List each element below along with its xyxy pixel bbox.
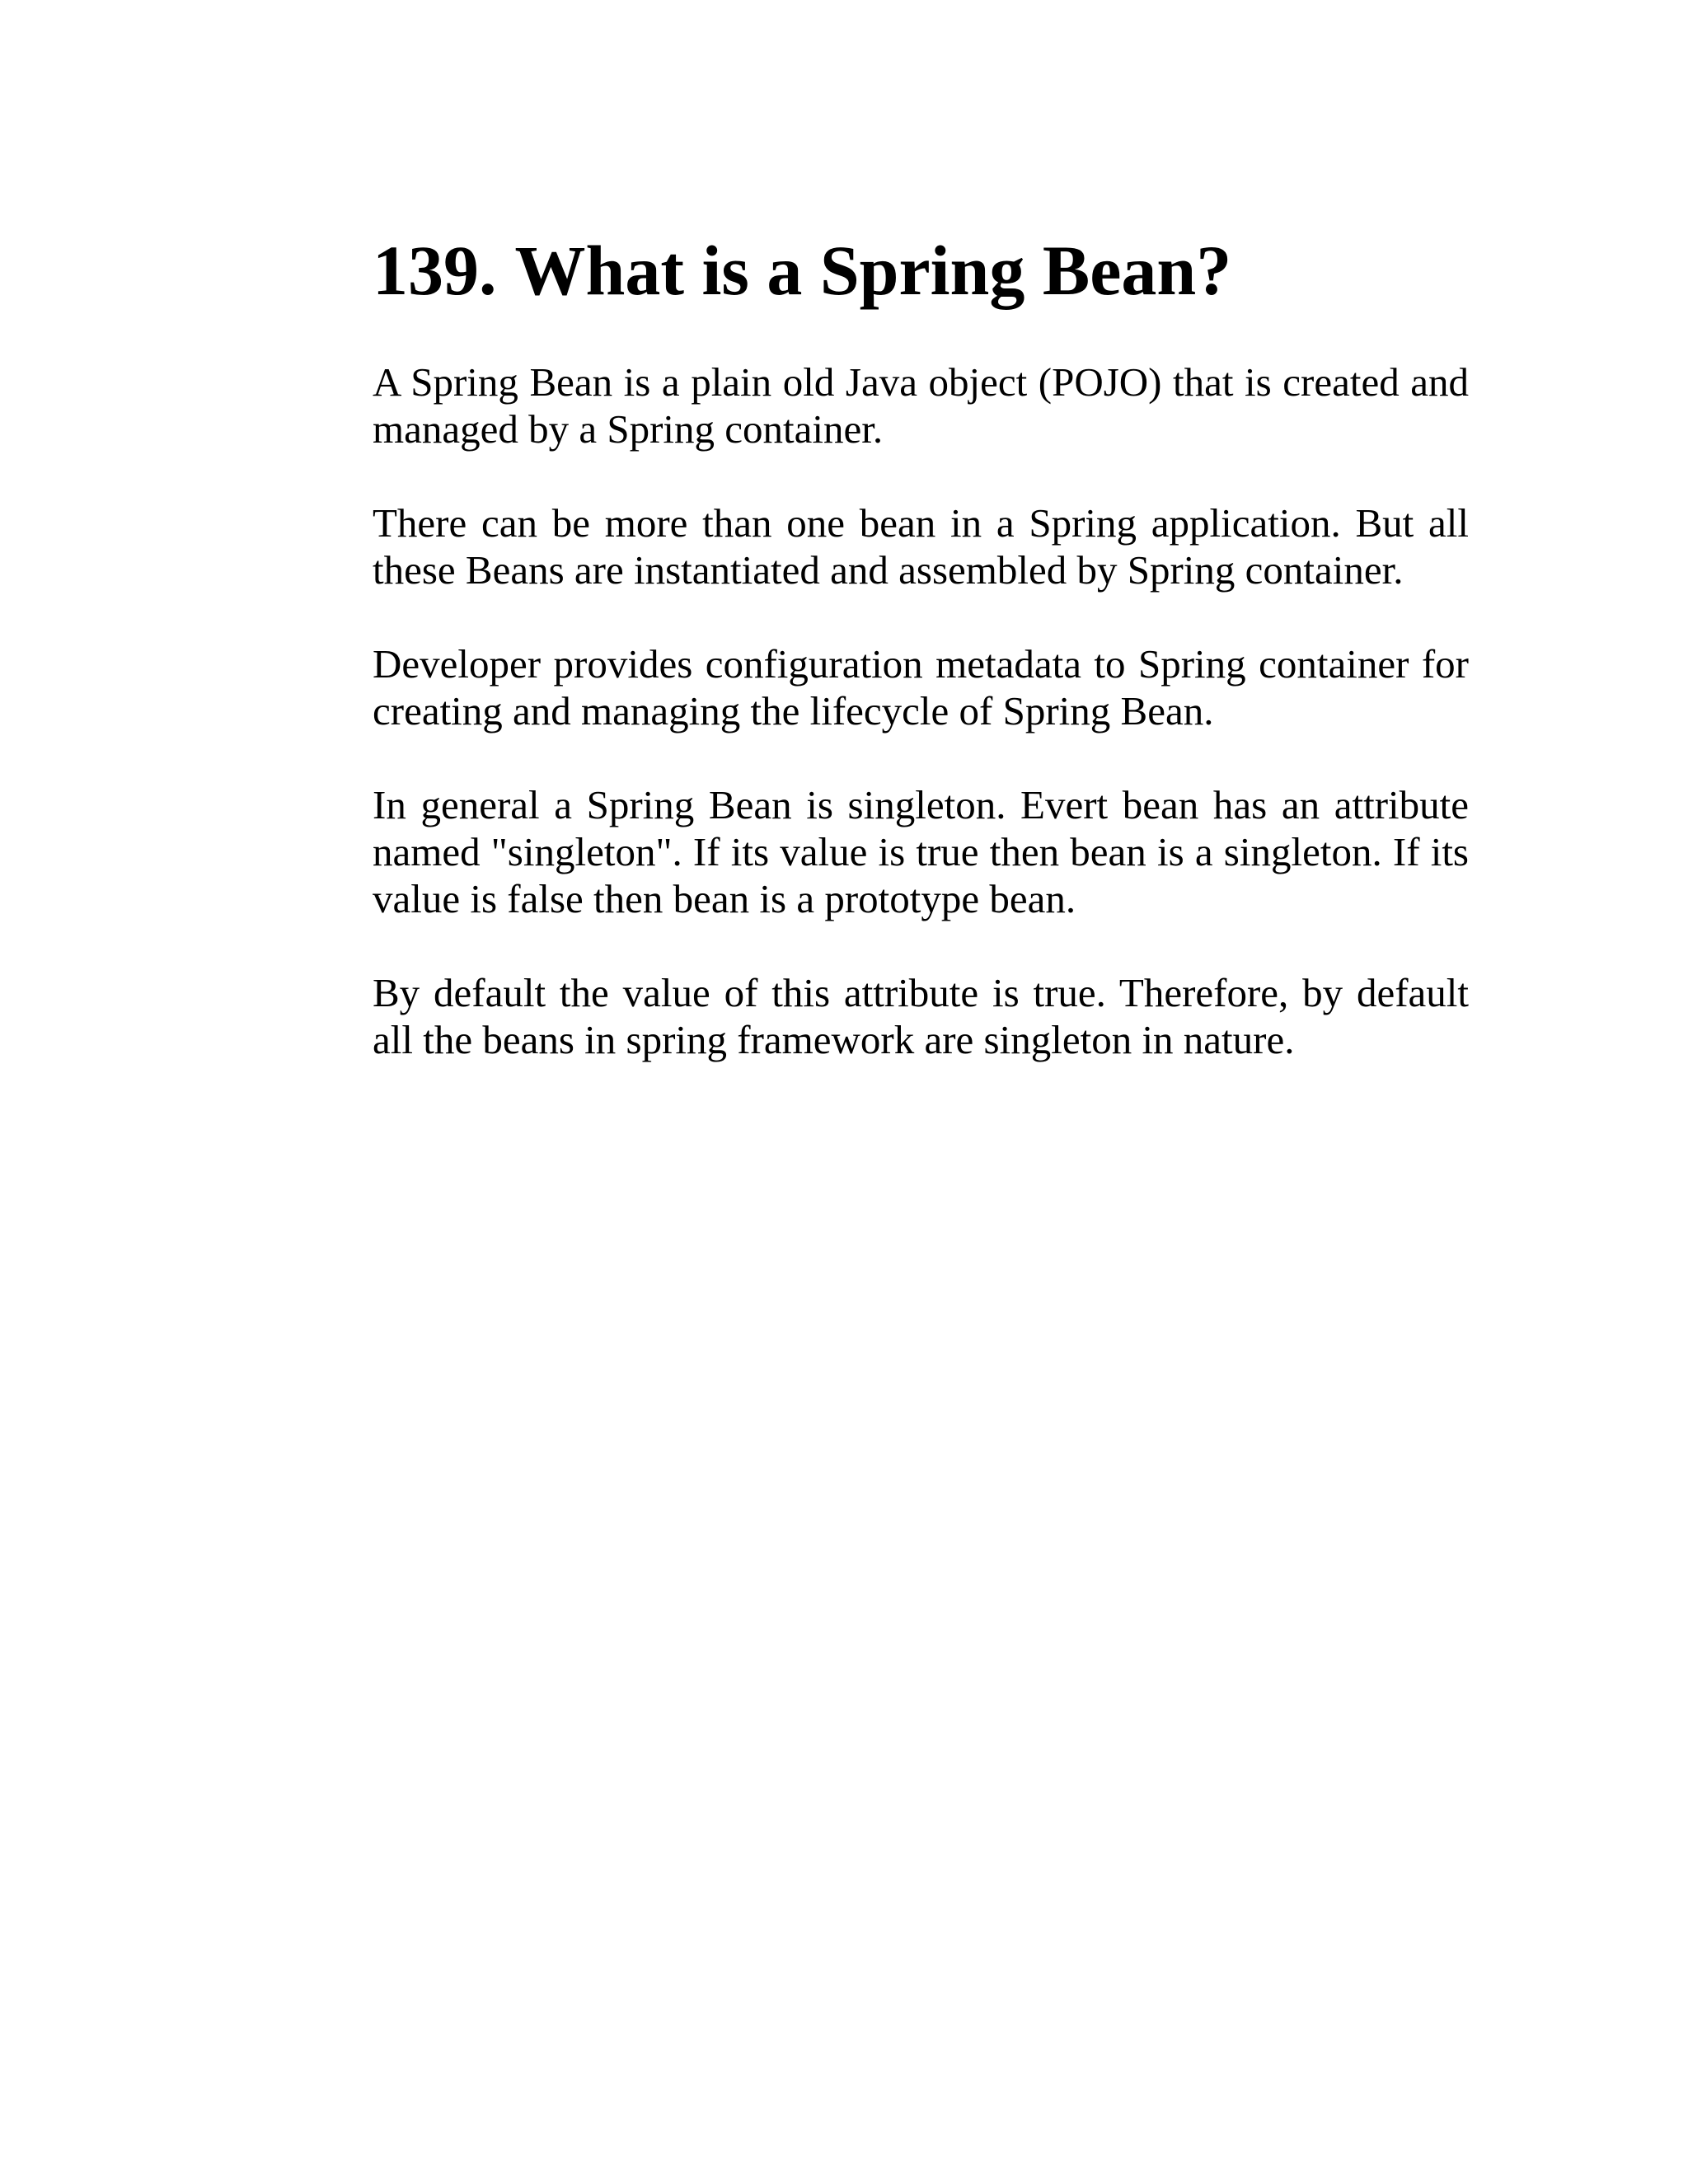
paragraph-2: There can be more than one bean in a Spring application. But all these Beans are instantiated and assembled by Spring container.: [373, 500, 1469, 593]
section-title: What is a Spring Bean?: [514, 231, 1232, 310]
paragraph-3: Developer provides configuration metadata to Spring container for creating and managing the lifecycle of Spring Bean.: [373, 641, 1469, 733]
paragraph-4: In general a Spring Bean is singleton. Evert bean has an attribute named "singleton". If its value is true then bean is a singleton. If its value is false then bean is a prototype bean.: [373, 782, 1469, 921]
paragraph-5: By default the value of this attribute is true. Therefore, by default all the beans in spring framework are singleton in nature.: [373, 970, 1469, 1062]
section-heading: [373, 229, 1469, 312]
page-content: [373, 229, 1469, 1063]
paragraph-1: A Spring Bean is a plain old Java object (POJO) that is created and managed by a Spring container.: [373, 359, 1469, 452]
section-number: 139.: [373, 231, 497, 310]
